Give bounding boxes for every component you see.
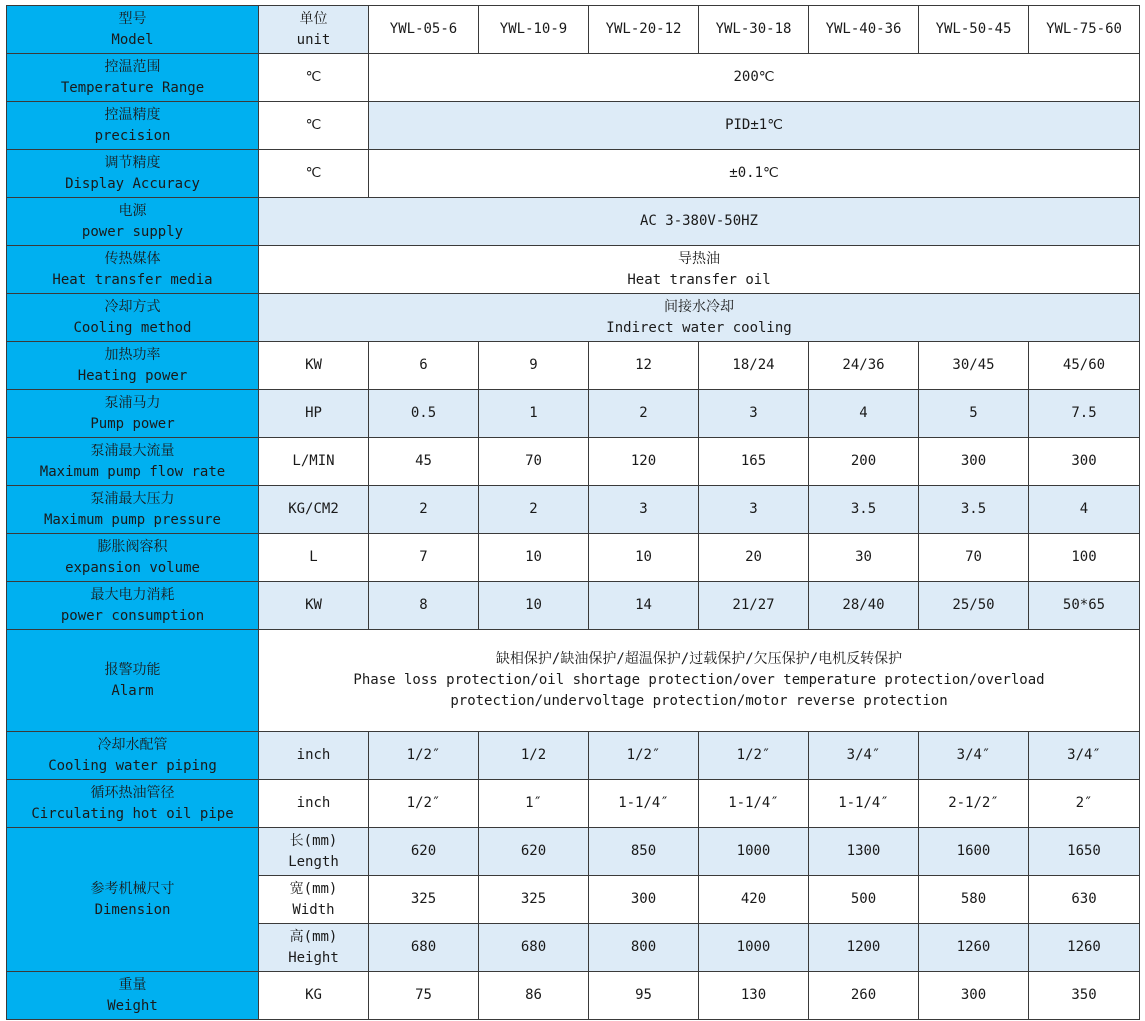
value-cell: 130: [699, 972, 809, 1020]
value-cell: 4: [809, 390, 919, 438]
dimension-length-row: [7, 828, 1140, 876]
unit-cell: KG: [259, 972, 369, 1020]
expansion-row: [7, 534, 1140, 582]
value-cell: 3.5: [809, 486, 919, 534]
row-label: [7, 54, 259, 102]
dimension-label: [259, 876, 369, 924]
value-cell: 28/40: [809, 582, 919, 630]
header-row: [7, 6, 1140, 54]
label-en: Height: [288, 949, 339, 966]
unit-cell: HP: [259, 390, 369, 438]
value-cell: 95: [589, 972, 699, 1020]
value-cell: 1600: [919, 828, 1029, 876]
value-cell: 0.5: [369, 390, 479, 438]
label-en: Maximum pump pressure: [43, 511, 221, 528]
label-zh: 控温精度: [104, 106, 161, 123]
value-cell: 45/60: [1029, 342, 1140, 390]
value-cell: 1-1/4″: [809, 780, 919, 828]
value-cell: 10: [589, 534, 699, 582]
label-en: Heating power: [77, 367, 188, 384]
dimension-label: [259, 828, 369, 876]
row-label: [7, 972, 259, 1020]
label-en: Display Accuracy: [65, 175, 200, 192]
row-label: [7, 6, 259, 54]
value-cell: 18/24: [699, 342, 809, 390]
value-cell: 20: [699, 534, 809, 582]
value-cell: 50*65: [1029, 582, 1140, 630]
alarm-zh: 缺相保护/缺油保护/超温保护/过载保护/欠压保护/电机反转保护: [495, 651, 903, 667]
heating-power-row: [7, 342, 1140, 390]
value-en: Heat transfer oil: [627, 271, 771, 288]
label-zh: 控温范围: [104, 58, 161, 75]
value-cell: 1000: [699, 828, 809, 876]
unit-zh: 单位: [299, 10, 328, 27]
label-en: precision: [94, 127, 171, 144]
value-cell: 30: [809, 534, 919, 582]
value-cell: [259, 294, 1140, 342]
unit-cell: inch: [259, 732, 369, 780]
row-label: [7, 534, 259, 582]
value-cell: 70: [479, 438, 589, 486]
value-cell: 1/2: [479, 732, 589, 780]
row-label: [7, 198, 259, 246]
model-cell: YWL-50-45: [919, 6, 1029, 54]
unit-en: unit: [296, 31, 331, 48]
value-cell: 5: [919, 390, 1029, 438]
label-zh: 加热功率: [104, 346, 161, 363]
label-zh: 型号: [118, 10, 147, 27]
label-zh: 泵浦马力: [104, 394, 161, 411]
label-zh: 报警功能: [104, 661, 161, 678]
value-cell: 580: [919, 876, 1029, 924]
row-label: [7, 342, 259, 390]
value-cell: 1000: [699, 924, 809, 972]
value-cell: 1300: [809, 828, 919, 876]
value-cell: 45: [369, 438, 479, 486]
value-cell: 7: [369, 534, 479, 582]
row-label: [7, 102, 259, 150]
value-cell: [259, 246, 1140, 294]
precision-row: [7, 102, 1140, 150]
value-cell: PID±1℃: [369, 102, 1140, 150]
label-zh: 泵浦最大压力: [90, 490, 175, 507]
value-cell: 1-1/4″: [589, 780, 699, 828]
value-en: Indirect water cooling: [606, 319, 792, 336]
label-en: Temperature Range: [60, 79, 205, 96]
row-label: [7, 780, 259, 828]
value-cell: ±0.1℃: [369, 150, 1140, 198]
display-accuracy-row: [7, 150, 1140, 198]
value-cell: 300: [919, 438, 1029, 486]
value-cell: 8: [369, 582, 479, 630]
value-cell: 1260: [1029, 924, 1140, 972]
label-zh: 膨胀阀容积: [97, 538, 168, 555]
value-cell: 75: [369, 972, 479, 1020]
label-zh: 传热媒体: [104, 250, 161, 267]
value-cell: 2: [589, 390, 699, 438]
dimension-label: [259, 924, 369, 972]
unit-cell: KW: [259, 582, 369, 630]
value-cell: 70: [919, 534, 1029, 582]
value-cell: [259, 630, 1140, 732]
weight-row: [7, 972, 1140, 1020]
unit-cell: KG/CM2: [259, 486, 369, 534]
label-en: Heat transfer media: [52, 271, 213, 288]
row-label: [7, 150, 259, 198]
spec-table: [6, 5, 1140, 1020]
value-cell: 24/36: [809, 342, 919, 390]
value-cell: 86: [479, 972, 589, 1020]
label-en: Alarm: [111, 682, 154, 699]
value-cell: AC 3-380V-50HZ: [259, 198, 1140, 246]
value-cell: 300: [1029, 438, 1140, 486]
value-cell: 350: [1029, 972, 1140, 1020]
value-cell: 3/4″: [809, 732, 919, 780]
row-label: [7, 390, 259, 438]
value-cell: 7.5: [1029, 390, 1140, 438]
value-zh: 导热油: [678, 250, 720, 267]
unit-cell: L/MIN: [259, 438, 369, 486]
value-cell: 620: [479, 828, 589, 876]
label-en: Circulating hot oil pipe: [31, 805, 234, 822]
row-label: [7, 438, 259, 486]
label-zh: 高(mm): [289, 928, 338, 945]
value-cell: 2-1/2″: [919, 780, 1029, 828]
value-cell: 10: [479, 534, 589, 582]
label-en: Cooling water piping: [48, 757, 217, 774]
row-label: [7, 486, 259, 534]
value-cell: 165: [699, 438, 809, 486]
pump-power-row: [7, 390, 1140, 438]
unit-cell: ℃: [259, 54, 369, 102]
value-cell: 3.5: [919, 486, 1029, 534]
unit-cell: ℃: [259, 102, 369, 150]
value-cell: 680: [479, 924, 589, 972]
label-zh: 电源: [118, 202, 147, 219]
label-zh: 参考机械尺寸: [90, 880, 175, 897]
oil-pipe-row: [7, 780, 1140, 828]
value-cell: 1/2″: [589, 732, 699, 780]
value-zh: 间接水冷却: [664, 298, 734, 315]
model-cell: YWL-30-18: [699, 6, 809, 54]
label-en: Width: [292, 901, 335, 918]
label-zh: 重量: [118, 976, 147, 993]
value-cell: 14: [589, 582, 699, 630]
value-cell: 12: [589, 342, 699, 390]
value-cell: 200: [809, 438, 919, 486]
value-cell: 620: [369, 828, 479, 876]
label-zh: 长(mm): [289, 832, 338, 849]
value-cell: 3/4″: [1029, 732, 1140, 780]
value-cell: 325: [479, 876, 589, 924]
value-cell: 6: [369, 342, 479, 390]
label-en: Maximum pump flow rate: [39, 463, 226, 480]
value-cell: 300: [589, 876, 699, 924]
row-label: [7, 630, 259, 732]
value-cell: 420: [699, 876, 809, 924]
value-cell: 200℃: [369, 54, 1140, 102]
value-cell: 1260: [919, 924, 1029, 972]
row-label: [7, 732, 259, 780]
label-en: Model: [111, 31, 154, 48]
label-en: Dimension: [94, 901, 171, 918]
value-cell: 1-1/4″: [699, 780, 809, 828]
power-consumption-row: [7, 582, 1140, 630]
row-label: [7, 828, 259, 972]
value-cell: 3: [589, 486, 699, 534]
value-cell: 300: [919, 972, 1029, 1020]
pump-flow-row: [7, 438, 1140, 486]
model-cell: YWL-20-12: [589, 6, 699, 54]
label-en: Length: [288, 853, 339, 870]
label-en: power consumption: [60, 607, 205, 624]
cooling-method-row: [7, 294, 1140, 342]
value-cell: 1650: [1029, 828, 1140, 876]
row-label: [7, 294, 259, 342]
value-cell: 3: [699, 486, 809, 534]
unit-header: [259, 6, 369, 54]
label-zh: 冷却方式: [104, 298, 161, 315]
power-supply-row: [7, 198, 1140, 246]
value-cell: 1: [479, 390, 589, 438]
label-en: Pump power: [90, 415, 175, 432]
value-cell: 4: [1029, 486, 1140, 534]
value-cell: 21/27: [699, 582, 809, 630]
row-label: [7, 582, 259, 630]
row-label: [7, 246, 259, 294]
value-cell: 325: [369, 876, 479, 924]
value-cell: 500: [809, 876, 919, 924]
label-zh: 宽(mm): [289, 880, 338, 897]
label-zh: 最大电力消耗: [90, 586, 175, 603]
value-cell: 680: [369, 924, 479, 972]
label-zh: 泵浦最大流量: [90, 442, 175, 459]
pump-pressure-row: [7, 486, 1140, 534]
alarm-row: [7, 630, 1140, 732]
cooling-piping-row: [7, 732, 1140, 780]
value-cell: 3/4″: [919, 732, 1029, 780]
label-en: power supply: [81, 223, 184, 240]
alarm-en-2: protection/undervoltage protection/motor reverse protection: [450, 693, 948, 709]
label-en: Weight: [107, 997, 158, 1014]
value-cell: 25/50: [919, 582, 1029, 630]
model-cell: YWL-05-6: [369, 6, 479, 54]
value-cell: 100: [1029, 534, 1140, 582]
value-cell: 1200: [809, 924, 919, 972]
media-row: [7, 246, 1140, 294]
label-en: Cooling method: [73, 319, 192, 336]
value-cell: 1/2″: [369, 780, 479, 828]
value-cell: 120: [589, 438, 699, 486]
value-cell: 2: [479, 486, 589, 534]
unit-cell: KW: [259, 342, 369, 390]
value-cell: 9: [479, 342, 589, 390]
value-cell: 850: [589, 828, 699, 876]
value-cell: 10: [479, 582, 589, 630]
label-zh: 调节精度: [104, 154, 161, 171]
label-zh: 循环热油管径: [90, 784, 175, 801]
value-cell: 1/2″: [699, 732, 809, 780]
temp-range-row: [7, 54, 1140, 102]
value-cell: 260: [809, 972, 919, 1020]
label-en: expansion volume: [65, 559, 200, 576]
alarm-en-1: Phase loss protection/oil shortage protection/over temperature protection/overload: [353, 672, 1045, 688]
value-cell: 1/2″: [369, 732, 479, 780]
unit-cell: L: [259, 534, 369, 582]
model-cell: YWL-40-36: [809, 6, 919, 54]
model-cell: YWL-10-9: [479, 6, 589, 54]
model-cell: YWL-75-60: [1029, 6, 1140, 54]
value-cell: 3: [699, 390, 809, 438]
value-cell: 30/45: [919, 342, 1029, 390]
unit-cell: inch: [259, 780, 369, 828]
value-cell: 2: [369, 486, 479, 534]
value-cell: 1″: [479, 780, 589, 828]
value-cell: 2″: [1029, 780, 1140, 828]
unit-cell: ℃: [259, 150, 369, 198]
value-cell: 800: [589, 924, 699, 972]
value-cell: 630: [1029, 876, 1140, 924]
label-zh: 冷却水配管: [97, 736, 168, 753]
